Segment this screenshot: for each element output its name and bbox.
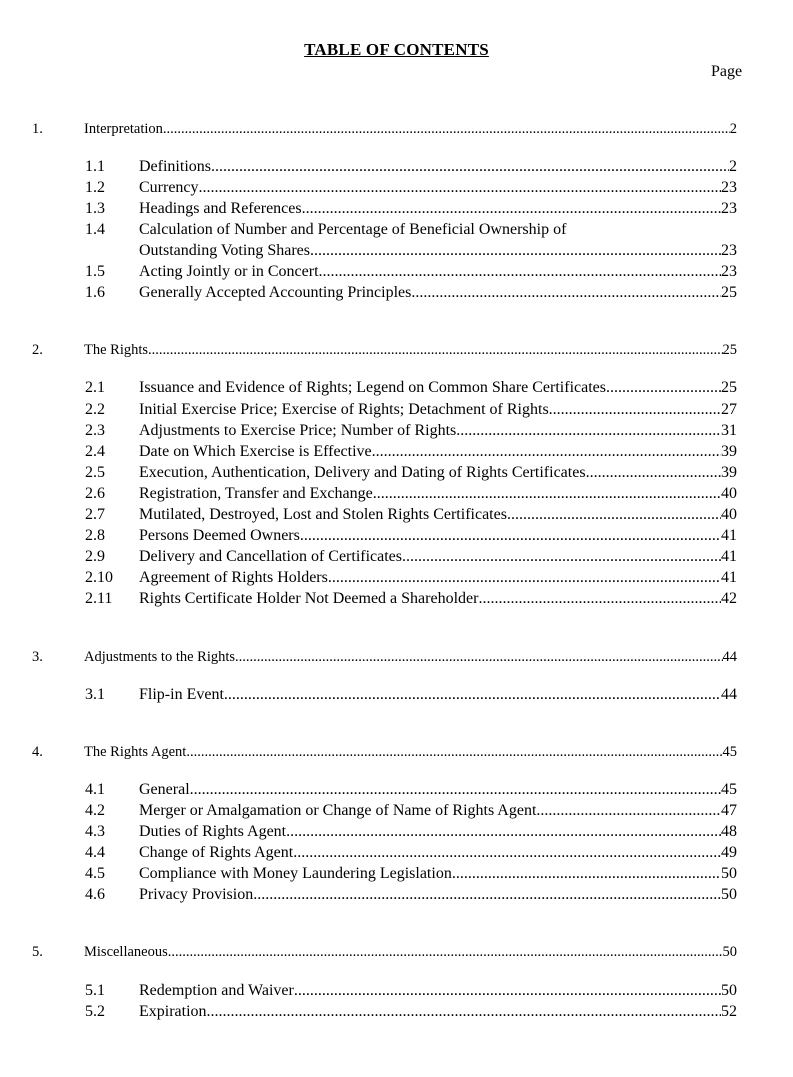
dot-leader: [549, 400, 721, 420]
dot-leader: [478, 589, 721, 609]
toc-entry-4-4[interactable]: [85, 843, 737, 863]
entry-title: Duties of Rights Agent: [139, 823, 287, 840]
dot-leader: [402, 547, 721, 567]
dot-leader: [186, 742, 722, 762]
toc-title: TABLE OF CONTENTS: [304, 40, 489, 59]
entry-title: Registration, Transfer and Exchange: [139, 485, 373, 502]
entry-title: Persons Deemed Owners: [139, 527, 300, 544]
entry-title: Acting Jointly or in Concert: [139, 263, 319, 280]
entry-number: 4.6: [85, 886, 105, 903]
toc-entry-1-3[interactable]: [85, 199, 737, 219]
entry-title: General: [139, 781, 190, 798]
entry-title: Mutilated, Destroyed, Lost and Stolen Rights Certificates: [139, 506, 507, 523]
entry-number: 2.2: [85, 401, 105, 418]
toc-entry-1-4[interactable]: [85, 220, 737, 240]
entry-number: 2.6: [85, 485, 105, 502]
entry-number: 4.5: [85, 865, 105, 882]
dot-leader: [452, 864, 721, 884]
toc-entry-1-1[interactable]: [85, 157, 737, 177]
entry-number: 4.4: [85, 844, 105, 861]
toc-entry-1-6[interactable]: [85, 283, 737, 303]
toc-entry-2-5[interactable]: [85, 463, 737, 483]
entry-number: 4.2: [85, 802, 105, 819]
dot-leader: [302, 199, 721, 219]
entry-title: Adjustments to Exercise Price; Number of Rights: [139, 422, 457, 439]
page-number: 31: [721, 422, 737, 439]
entry-title: Initial Exercise Price; Exercise of Rights; Detachment of Rights: [139, 401, 549, 418]
page-number: 41: [721, 569, 737, 586]
dot-leader: [300, 526, 721, 546]
entry-title: Compliance with Money Laundering Legislation: [139, 865, 452, 882]
page-column-header: Page: [711, 63, 743, 80]
entry-number: 1.2: [85, 179, 105, 196]
dot-leader: [507, 505, 721, 525]
toc-section-5[interactable]: [32, 942, 737, 962]
entry-title: Change of Rights Agent: [139, 844, 294, 861]
dot-leader: [456, 421, 721, 441]
toc-entry-2-7[interactable]: [85, 505, 737, 525]
page-number: 2: [729, 158, 737, 175]
toc-entry-2-11[interactable]: [85, 589, 737, 609]
toc-entry-2-3[interactable]: [85, 421, 737, 441]
dot-leader: [294, 981, 721, 1001]
page-number: 50: [721, 982, 737, 999]
dot-leader: [235, 647, 722, 667]
page-number: 23: [721, 263, 737, 280]
entry-title: Merger or Amalgamation or Change of Name of Rights Agent: [139, 802, 537, 819]
section-title: Adjustments to the Rights: [84, 649, 236, 665]
entry-title: Generally Accepted Accounting Principles: [139, 284, 412, 301]
entry-title: Redemption and Waiver: [139, 982, 294, 999]
toc-entry-4-5[interactable]: [85, 864, 737, 884]
page-number: 41: [721, 527, 737, 544]
page-number: 23: [721, 179, 737, 196]
dot-leader: [168, 942, 723, 962]
toc-entry-3-1[interactable]: [85, 685, 737, 705]
page-number: 25: [721, 379, 737, 396]
entry-title: Privacy Provision: [139, 886, 254, 903]
dot-leader: [293, 843, 721, 863]
entry-number: 4.3: [85, 823, 105, 840]
entry-title: Date on Which Exercise is Effective: [139, 443, 372, 460]
section-title: The Rights: [84, 342, 149, 358]
section-number: 2.: [32, 342, 43, 358]
toc-section-3[interactable]: [32, 647, 737, 667]
toc-entry-4-3[interactable]: [85, 822, 737, 842]
toc-entry-2-9[interactable]: [85, 547, 737, 567]
page-number: 41: [721, 548, 737, 565]
toc-entry-4-6[interactable]: [85, 885, 737, 905]
toc-section-2[interactable]: [32, 340, 737, 360]
entry-number: 5.2: [85, 1003, 105, 1020]
entry-number: 2.8: [85, 527, 105, 544]
entry-number: 1.3: [85, 200, 105, 217]
page-number: 45: [722, 744, 737, 760]
entry-number: 1.1: [85, 158, 105, 175]
toc-entry-2-2[interactable]: [85, 400, 737, 420]
entry-number: 1.6: [85, 284, 105, 301]
entry-number: 2.11: [85, 590, 113, 607]
page-number: 39: [721, 464, 737, 481]
page-number: 42: [721, 590, 737, 607]
dot-leader: [373, 484, 721, 504]
page-number: 23: [721, 242, 737, 259]
entry-number: 5.1: [85, 982, 105, 999]
section-title: Miscellaneous: [84, 944, 168, 960]
toc-entry-2-6[interactable]: [85, 484, 737, 504]
page-number: 40: [721, 485, 737, 502]
dot-leader: [199, 178, 721, 198]
entry-title: Execution, Authentication, Delivery and Dating of Rights Certificates: [139, 464, 586, 481]
dot-leader: [536, 801, 721, 821]
toc-entry-1-5[interactable]: [85, 262, 737, 282]
toc-entry-1-2[interactable]: [85, 178, 737, 198]
dot-leader: [190, 780, 721, 800]
page-number: 25: [721, 284, 737, 301]
dot-leader: [253, 885, 721, 905]
page-number: 27: [721, 401, 737, 418]
dot-leader: [163, 119, 730, 139]
entry-title: Issuance and Evidence of Rights; Legend on Common Share Certificates: [139, 379, 606, 396]
toc-entry-4-2[interactable]: [85, 801, 737, 821]
dot-leader: [310, 241, 721, 261]
toc-entry-2-4[interactable]: [85, 442, 737, 462]
entry-number: 2.9: [85, 548, 105, 565]
dot-leader: [207, 1002, 721, 1022]
toc-entry-2-1[interactable]: [85, 378, 737, 398]
entry-title: Expiration: [139, 1003, 207, 1020]
entry-number: 2.7: [85, 506, 105, 523]
toc-entry-1-4-continued[interactable]: [85, 241, 737, 261]
page-number: 25: [722, 342, 737, 358]
section-number: 3.: [32, 649, 43, 665]
page-number: 47: [721, 802, 737, 819]
entry-title: Flip-in Event: [139, 686, 224, 703]
page-number: 44: [722, 649, 737, 665]
entry-number: 3.1: [85, 686, 105, 703]
page-number: 50: [721, 865, 737, 882]
entry-number: 2.3: [85, 422, 105, 439]
dot-leader: [211, 157, 729, 177]
entry-title: Headings and References: [139, 200, 302, 217]
toc-section-4[interactable]: [32, 742, 737, 762]
toc-entry-2-10[interactable]: [85, 568, 737, 588]
dot-leader: [411, 283, 721, 303]
section-number: 5.: [32, 944, 43, 960]
dot-leader: [286, 822, 721, 842]
page-number: 44: [721, 686, 737, 703]
entry-number: 1.4: [85, 221, 105, 238]
page-number: 45: [721, 781, 737, 798]
section-title: The Rights Agent: [84, 744, 187, 760]
page-number: 40: [721, 506, 737, 523]
dot-leader: [372, 442, 721, 462]
page-number: 2: [729, 121, 737, 137]
page-number: 50: [721, 886, 737, 903]
entry-number: 2.1: [85, 379, 105, 396]
entry-title: Delivery and Cancellation of Certificates: [139, 548, 403, 565]
section-title: Interpretation: [84, 121, 163, 137]
dot-leader: [328, 568, 721, 588]
entry-number: 1.5: [85, 263, 105, 280]
entry-number: 4.1: [85, 781, 105, 798]
section-number: 1.: [32, 121, 43, 137]
entry-title: Rights Certificate Holder Not Deemed a Shareholder: [139, 590, 479, 607]
dot-leader: [606, 378, 721, 398]
page-number: 50: [722, 944, 737, 960]
dot-leader: [224, 685, 721, 705]
page-number: 52: [721, 1003, 737, 1020]
section-number: 4.: [32, 744, 43, 760]
dot-leader: [319, 262, 721, 282]
entry-title: Currency: [139, 179, 199, 196]
entry-title: Definitions: [139, 158, 211, 175]
page-number: 23: [721, 200, 737, 217]
entry-number: 2.4: [85, 443, 105, 460]
toc-entry-2-8[interactable]: [85, 526, 737, 546]
toc-entry-5-1[interactable]: [85, 981, 737, 1001]
entry-title: Agreement of Rights Holders: [139, 569, 328, 586]
entry-number: 2.5: [85, 464, 105, 481]
page-number: 39: [721, 443, 737, 460]
page-number: 49: [721, 844, 737, 861]
entry-title-continued: Outstanding Voting Shares: [139, 242, 310, 259]
toc-entry-5-2[interactable]: [85, 1002, 737, 1022]
entry-number: 2.10: [85, 569, 113, 586]
toc-entry-4-1[interactable]: [85, 780, 737, 800]
dot-leader: [586, 463, 721, 483]
entry-title: Calculation of Number and Percentage of Beneficial Ownership of: [139, 221, 567, 238]
toc-section-1[interactable]: [32, 119, 737, 139]
page-number: 48: [721, 823, 737, 840]
dot-leader: [148, 340, 722, 360]
